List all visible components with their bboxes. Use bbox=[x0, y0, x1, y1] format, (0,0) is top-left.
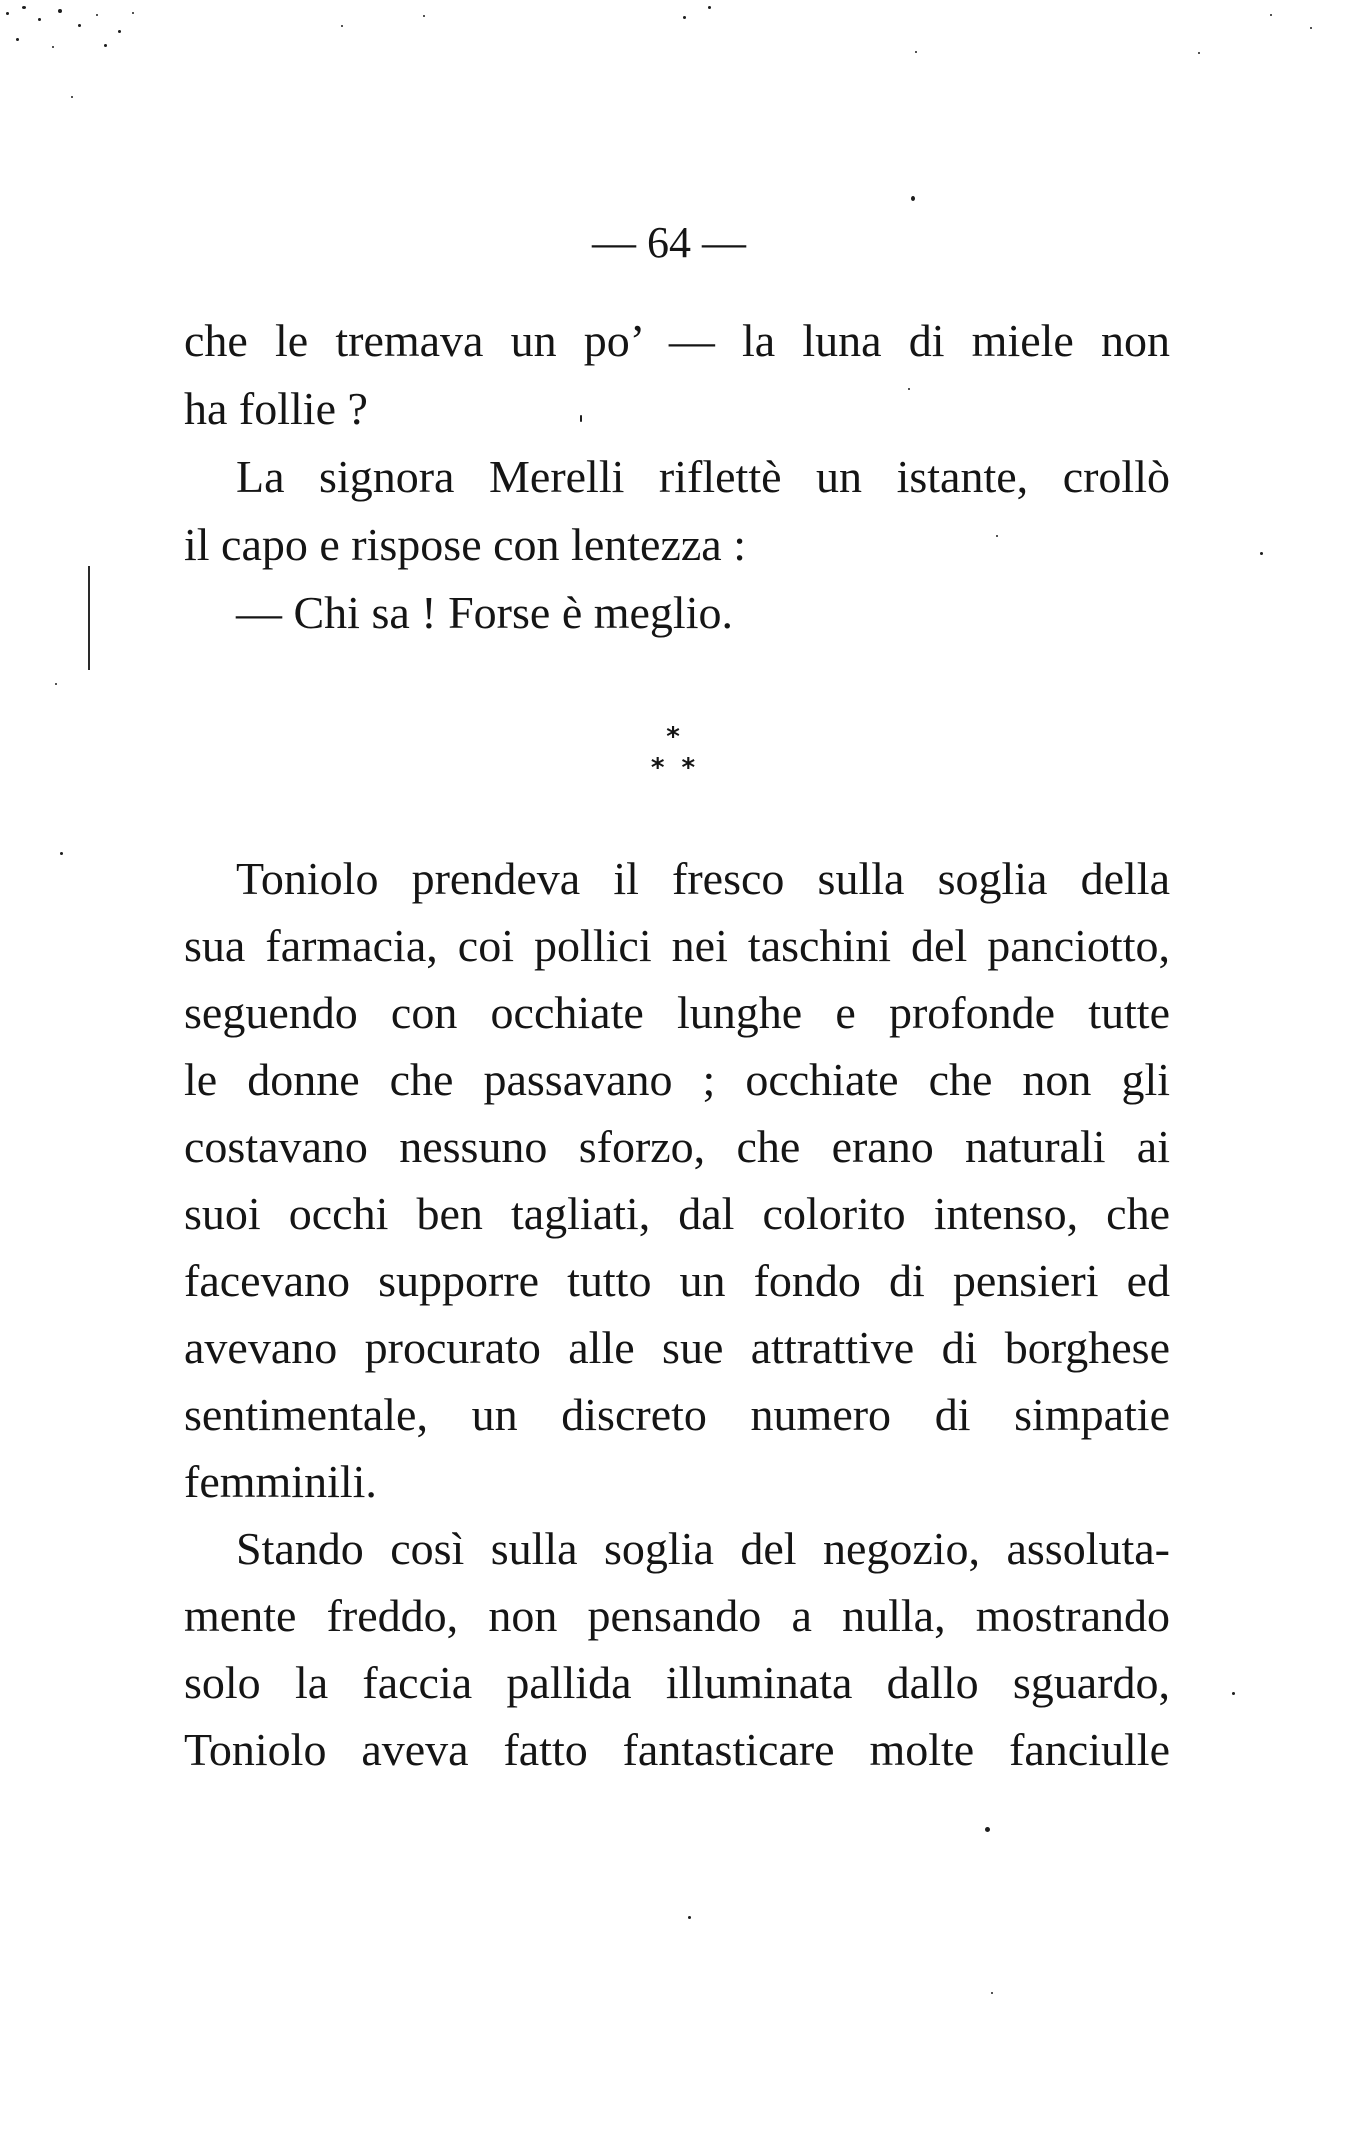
scan-speck bbox=[78, 24, 81, 27]
scan-speck bbox=[38, 18, 41, 21]
scan-speck bbox=[911, 196, 915, 201]
paragraph bbox=[184, 845, 1170, 1515]
text-line: La signora Merelli riflettè un istante, crollò bbox=[236, 451, 1170, 502]
text-line: sua farmacia, coi pollici nei taschini del panciotto, bbox=[184, 920, 1170, 971]
scan-speck bbox=[341, 25, 343, 27]
text-line: — Chi sa ! Forse è meglio. bbox=[236, 587, 733, 638]
paragraph bbox=[184, 443, 1170, 579]
text-line: ha follie ? bbox=[184, 383, 368, 434]
scan-speck bbox=[60, 852, 63, 855]
page-number: — 64 — bbox=[592, 218, 746, 267]
text-line: sentimentale, un discreto numero di simpatie bbox=[184, 1389, 1170, 1440]
scan-speck bbox=[996, 535, 998, 537]
text-line: costavano nessuno sforzo, che erano naturali ai bbox=[184, 1121, 1170, 1172]
text-line: facevano supporre tutto un fondo di pensieri ed bbox=[184, 1255, 1170, 1306]
scan-speck bbox=[22, 6, 26, 9]
scan-speck bbox=[1260, 552, 1263, 555]
text-line: Toniolo prendeva il fresco sulla soglia della bbox=[236, 853, 1170, 904]
scan-speck bbox=[908, 388, 910, 390]
scan-speck bbox=[915, 51, 917, 53]
text-line: Stando così sulla soglia del negozio, assoluta- bbox=[236, 1523, 1170, 1574]
text-line: che le tremava un po’ — la luna di miele non bbox=[184, 315, 1170, 366]
scan-speck bbox=[423, 15, 425, 17]
scan-speck bbox=[58, 9, 62, 13]
paragraph bbox=[184, 307, 1170, 443]
text-line: avevano procurato alle sue attrattive di borghese bbox=[184, 1322, 1170, 1373]
text-block-before-break bbox=[184, 307, 1170, 647]
text-line: solo la faccia pallida illuminata dallo sguardo, bbox=[184, 1657, 1170, 1708]
text-line: seguendo con occhiate lunghe e profonde tutte bbox=[184, 987, 1170, 1038]
text-line: Toniolo aveva fatto fantasticare molte fanciulle bbox=[184, 1724, 1170, 1775]
scan-speck bbox=[104, 44, 107, 47]
text-line: suoi occhi ben tagliati, dal colorito intenso, che bbox=[184, 1188, 1170, 1239]
text-line: le donne che passavano ; occhiate che non gli bbox=[184, 1054, 1170, 1105]
scan-speck bbox=[52, 46, 54, 48]
text-line: il capo e rispose con lentezza : bbox=[184, 519, 746, 570]
text-line: femminili. bbox=[184, 1456, 377, 1507]
scan-speck bbox=[96, 14, 98, 16]
scan-speck bbox=[6, 12, 9, 15]
text-line: mente freddo, non pensando a nulla, mostrando bbox=[184, 1590, 1170, 1641]
scan-speck bbox=[1270, 14, 1272, 16]
scan-speck bbox=[991, 1992, 993, 1994]
scan-speck bbox=[688, 1916, 691, 1919]
scan-speck bbox=[16, 38, 19, 41]
scan-margin-line bbox=[88, 566, 90, 670]
scan-speck bbox=[118, 30, 121, 33]
scan-speck bbox=[1198, 52, 1200, 54]
scan-speck bbox=[71, 96, 73, 98]
scan-speck bbox=[1310, 27, 1312, 29]
section-break-bottom: * * bbox=[650, 753, 696, 783]
scan-speck bbox=[580, 415, 582, 422]
paragraph bbox=[184, 579, 1170, 647]
paragraph bbox=[184, 1515, 1170, 1783]
scan-speck bbox=[708, 6, 711, 9]
scan-speck bbox=[985, 1827, 990, 1832]
scan-speck bbox=[1232, 1692, 1235, 1695]
text-block-after-break bbox=[184, 845, 1170, 1783]
scan-speck bbox=[132, 12, 134, 14]
scan-speck bbox=[683, 16, 686, 19]
scan-speck bbox=[55, 683, 57, 685]
section-break-top: * bbox=[666, 722, 680, 752]
